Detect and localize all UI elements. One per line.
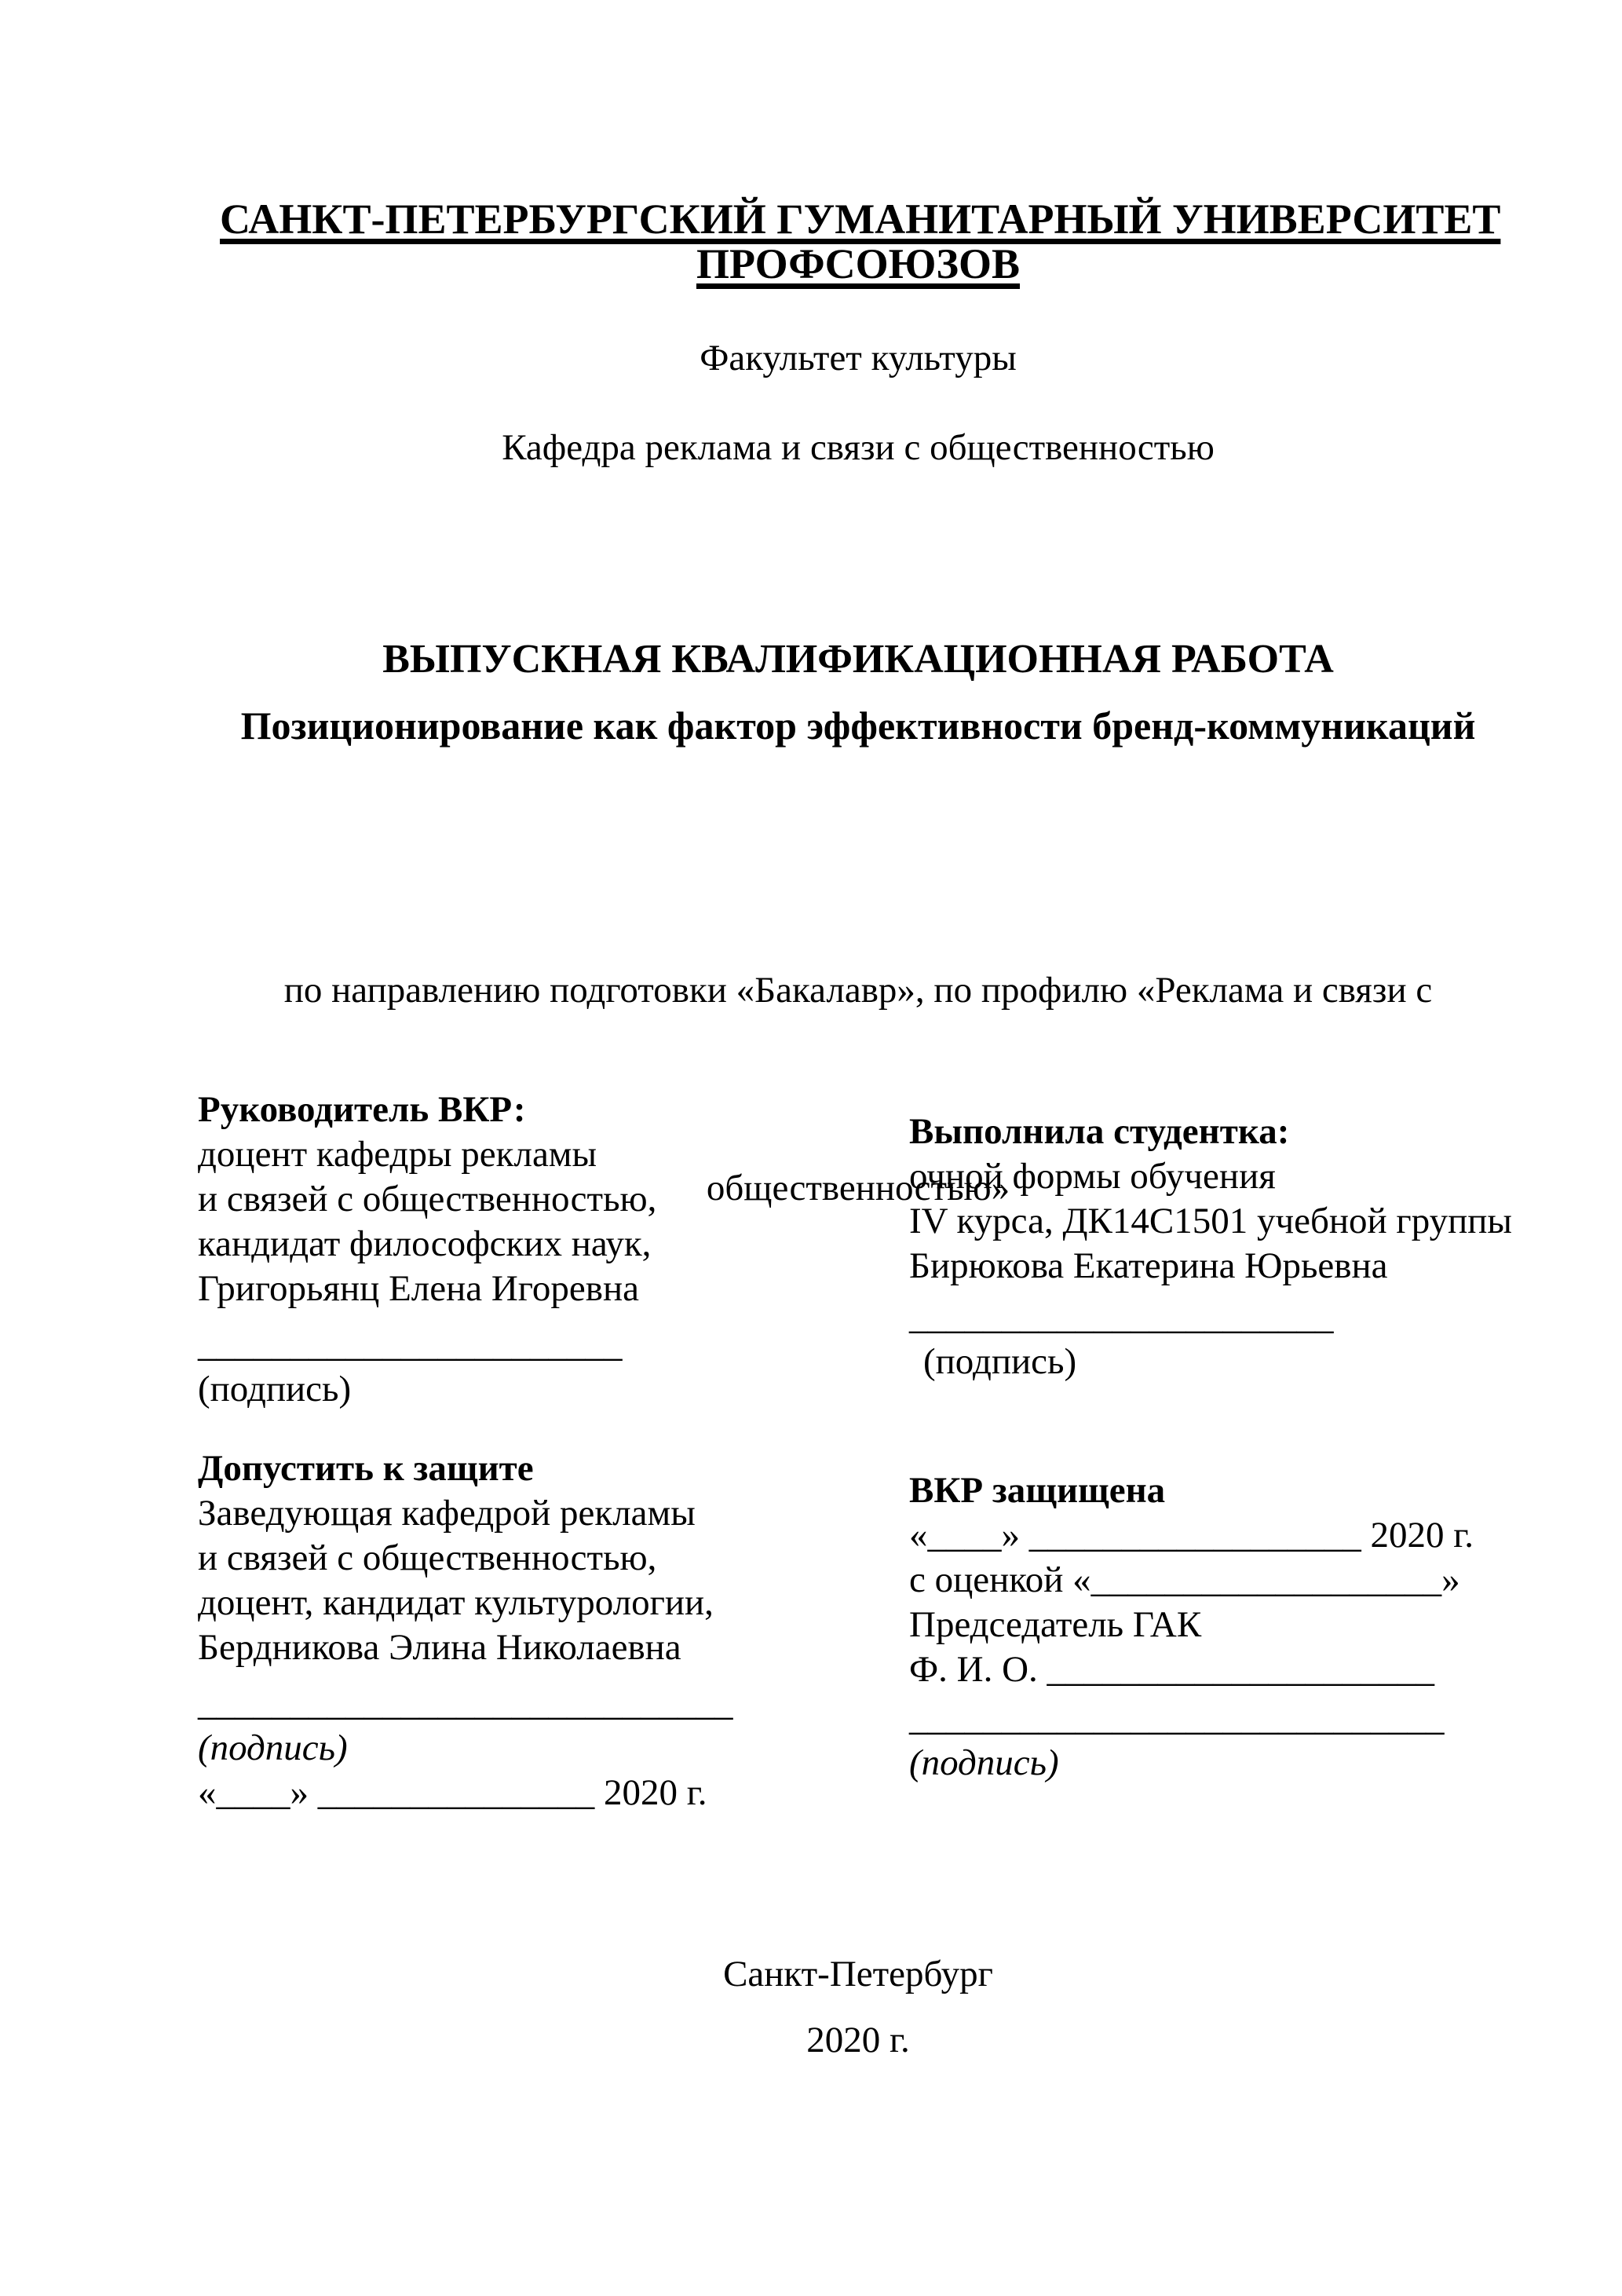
admission-line: и связей с общественностью, xyxy=(198,1537,657,1578)
defense-chairman-line: Председатель ГАК xyxy=(909,1604,1202,1645)
admission-heading: Допустить к защите xyxy=(198,1448,534,1489)
defense-fio-line: Ф. И. О. _____________________ xyxy=(909,1649,1435,1690)
university-name-line1 xyxy=(220,196,1501,243)
thesis-title: Позиционирование как фактор эффективности бренд-коммуникаций xyxy=(240,704,1476,748)
admission-block xyxy=(198,1446,733,1815)
footer-block xyxy=(220,1941,1496,2073)
admission-signature-line: _____________________________ xyxy=(198,1683,733,1724)
footer-city: Санкт-Петербург xyxy=(723,1954,993,1994)
program-line2: общественностью» xyxy=(706,1168,1010,1208)
student-heading: Выполнила студентка: xyxy=(909,1111,1290,1152)
defense-date-line: «____» __________________ 2020 г. xyxy=(909,1515,1474,1556)
defense-signature-line: _____________________________ xyxy=(909,1698,1445,1738)
defense-block xyxy=(909,1468,1474,1786)
admission-line: Заведующая кафедрой рекламы xyxy=(198,1493,696,1534)
student-line: очной формы обучения xyxy=(909,1156,1276,1197)
supervisor-signature-line: _______________________ xyxy=(198,1324,623,1365)
supervisor-line: доцент кафедры рекламы xyxy=(198,1134,597,1175)
student-line: IV курса, ДК14С1501 учебной группы xyxy=(909,1201,1512,1241)
admission-signature-caption: (подпись) xyxy=(198,1727,348,1768)
defense-signature-caption: (подпись) xyxy=(909,1742,1059,1783)
supervisor-line: и связей с общественностью, xyxy=(198,1179,657,1219)
department-name: Кафедра реклама и связи с общественностью xyxy=(502,427,1215,468)
student-signature-line: _______________________ xyxy=(909,1296,1334,1337)
footer-year: 2020 г. xyxy=(806,2020,910,2060)
defense-heading: ВКР защищена xyxy=(909,1470,1166,1511)
program-line1: по направлению подготовки «Бакалавр», по профилю «Реклама и связи с xyxy=(283,970,1433,1011)
admission-date-line: «____» _______________ 2020 г. xyxy=(198,1772,707,1813)
faculty-name: Факультет культуры xyxy=(700,338,1017,378)
admission-line: доцент, кандидат культурологии, xyxy=(198,1582,714,1623)
student-name: Бирюкова Екатерина Юрьевна xyxy=(909,1245,1388,1286)
student-block xyxy=(909,1110,1512,1384)
supervisor-name: Григорьянц Елена Игоревна xyxy=(198,1268,639,1309)
university-name-line1-text: САНКТ-ПЕТЕРБУРГСКИЙ ГУМАНИТАРНЫЙ УНИВЕРСИТЕТ xyxy=(220,196,1501,243)
university-name-line2 xyxy=(220,242,1496,287)
student-signature-caption: (подпись) xyxy=(923,1341,1077,1382)
admission-name: Бердникова Элина Николаевна xyxy=(198,1627,681,1668)
supervisor-line: кандидат философских наук, xyxy=(198,1223,652,1264)
work-type-heading: ВЫПУСКНАЯ КВАЛИФИКАЦИОННАЯ РАБОТА xyxy=(382,637,1334,682)
university-name-line2-text: ПРОФСОЮЗОВ xyxy=(696,240,1021,287)
supervisor-heading: Руководитель ВКР: xyxy=(198,1089,526,1130)
supervisor-block xyxy=(198,1088,656,1412)
defense-grade-line: с оценкой «___________________» xyxy=(909,1559,1460,1600)
supervisor-signature-caption: (подпись) xyxy=(198,1369,352,1409)
